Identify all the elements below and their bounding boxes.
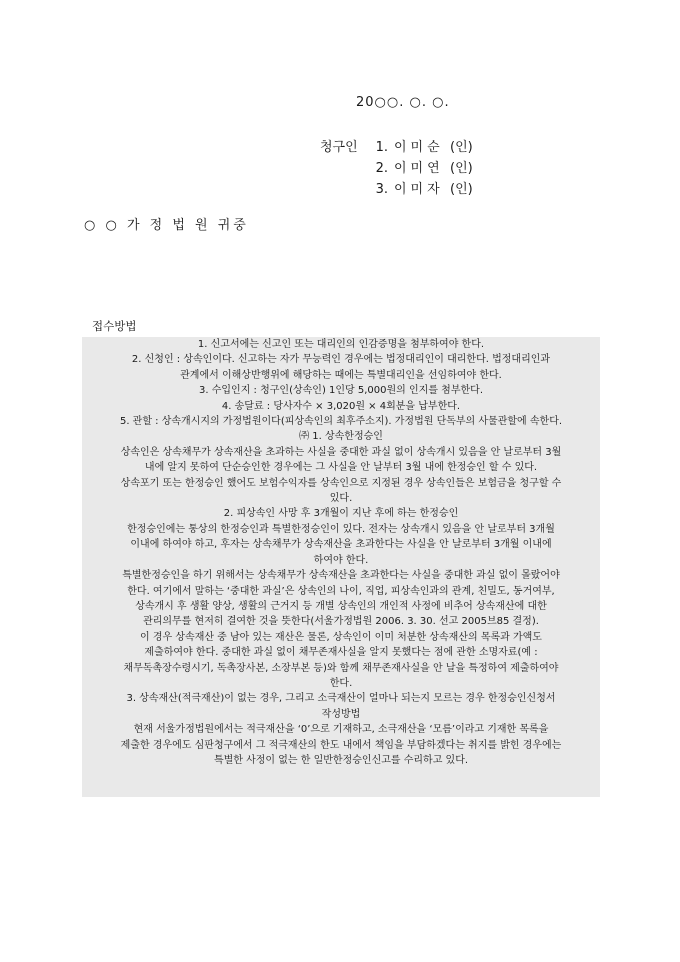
guide-line: 5. 관할 : 상속개시지의 가정법원이다(피상속인의 최후주소지). 가정법원 단독부의 사물관할에 속한다. — [119, 416, 563, 428]
guide-line: 1. 신고서에는 신고인 또는 대리인의 인감증명을 첨부하여야 한다. — [197, 339, 485, 350]
claimant-name: 이미순 — [394, 140, 444, 155]
guide-line: 한다. 여기에서 말하는 ‘중대한 과실’은 상속인의 나이, 직업, 피상속인과의 관계, 친밀도, 동거여부, — [127, 585, 555, 597]
guide-line: 제출하여야 한다. 중대한 과실 없이 채무존재사실을 알지 못했다는 점에 관한 소명자료(예 : — [144, 647, 538, 659]
guide-line: 4. 송달료 : 당사자수 × 3,020원 × 4회분을 납부한다. — [221, 400, 461, 412]
claimant-row — [320, 137, 473, 158]
guide-line: 하여야 한다. — [313, 554, 369, 566]
guide-line: ㈜ 1. 상속한정승인 — [299, 431, 383, 443]
guide-line: 상속인은 상속채무가 상속재산을 초과하는 사실을 중대한 과실 없이 상속개시 있음을 안 날로부터 3월 — [120, 446, 562, 458]
guide-line: 2. 피상속인 사망 후 3개월이 지난 후에 하는 한정승인 — [223, 508, 459, 520]
guide-line: 작성방법 — [321, 708, 361, 720]
claimant-label: 청구인 — [320, 140, 358, 155]
guide-line: 상속개시 후 생활 양상, 생활의 근거지 등 개별 상속인의 개인적 사정에 비추어 상속재산에 대한 — [135, 600, 547, 612]
guide-line: 한다. — [329, 677, 353, 689]
claimant-list — [320, 137, 473, 200]
guide-line: 채무독촉장수령시기, 독촉장사본, 소장부본 등)와 함께 채무존재사실을 안 날을 특정하여 제출하여야 — [123, 662, 559, 674]
seal-mark: (인) — [450, 182, 473, 197]
claimant-name: 이미자 — [394, 182, 444, 197]
seal-mark: (인) — [450, 161, 473, 176]
claimant-number: 1. — [375, 140, 388, 155]
claimant-row — [320, 179, 473, 200]
claimant-name: 이미연 — [394, 161, 444, 176]
guide-line: 3. 상속재산(적극재산)이 없는 경우, 그리고 소극재산이 얼마나 되는지 모르는 경우 한정승인신청서 — [126, 693, 556, 705]
guide-line: 현재 서울가정법원에서는 적극재산을 ‘0’으로 기재하고, 소극재산을 ‘모름’이라고 기재한 목록을 — [133, 724, 549, 736]
guide-line: 제출한 경우에도 심판청구에서 그 적극재산의 한도 내에서 책임을 부담하겠다는 취지를 밝힌 경우에는 — [120, 739, 562, 751]
guide-line: 특별한정승인을 하기 위해서는 상속채무가 상속재산을 초과한다는 사실을 중대한 과실 없이 몰랐어야 — [122, 570, 560, 582]
guide-line: 관계에서 이해상반행위에 해당하는 때에는 특별대리인을 선임하여야 한다. — [180, 369, 502, 381]
filing-guide-title: 접수방법 — [92, 319, 137, 333]
seal-mark: (인) — [450, 140, 473, 155]
guide-line: 한정승인에는 통상의 한정승인과 특별한정승인이 있다. 전자는 상속개시 있음을 안 날로부터 3개월 — [127, 523, 555, 535]
guide-line: 있다. — [329, 493, 353, 505]
claimant-number: 2. — [375, 161, 388, 176]
guide-line: 이 경우 상속재산 중 남아 있는 재산은 물론, 상속인이 이미 처분한 상속재산의 목록과 가액도 — [140, 631, 542, 643]
court-addressee: ○ ○ 가 정 법 원 귀중 — [84, 218, 249, 233]
claimant-row — [320, 158, 473, 179]
guide-line: 3. 수입인지 : 청구인(상속인) 1인당 5,000원의 인지를 첨부한다. — [199, 385, 483, 397]
filing-guide-box — [82, 337, 600, 797]
guide-line: 이내에 하여야 하고, 후자는 상속채무가 상속재산을 초과한다는 사실을 안 날로부터 3개월 이내에 — [130, 539, 552, 551]
guide-line: 관리의무를 현저히 결여한 것을 뜻한다(서울가정법원 2006. 3. 30. 선고 2005브85 결정). — [143, 616, 539, 628]
guide-line: 내에 알지 못하여 단순승인한 경우에는 그 사실을 안 날부터 3월 내에 한정승인 할 수 있다. — [144, 462, 538, 474]
claimant-number: 3. — [375, 182, 388, 197]
guide-line: 상속포기 또는 한정승인 했어도 보험수익자를 상속인으로 지정된 경우 상속인들은 보험금을 청구할 수 — [120, 477, 562, 489]
guide-line: 2. 신청인 : 상속인이다. 신고하는 자가 무능력인 경우에는 법정대리인이 대리한다. 법정대리인과 — [131, 354, 551, 366]
guide-line: 특별한 사정이 없는 한 일반한정승인신고를 수리하고 있다. — [213, 754, 469, 766]
document-date: 20○○. ○. ○. — [356, 95, 450, 110]
